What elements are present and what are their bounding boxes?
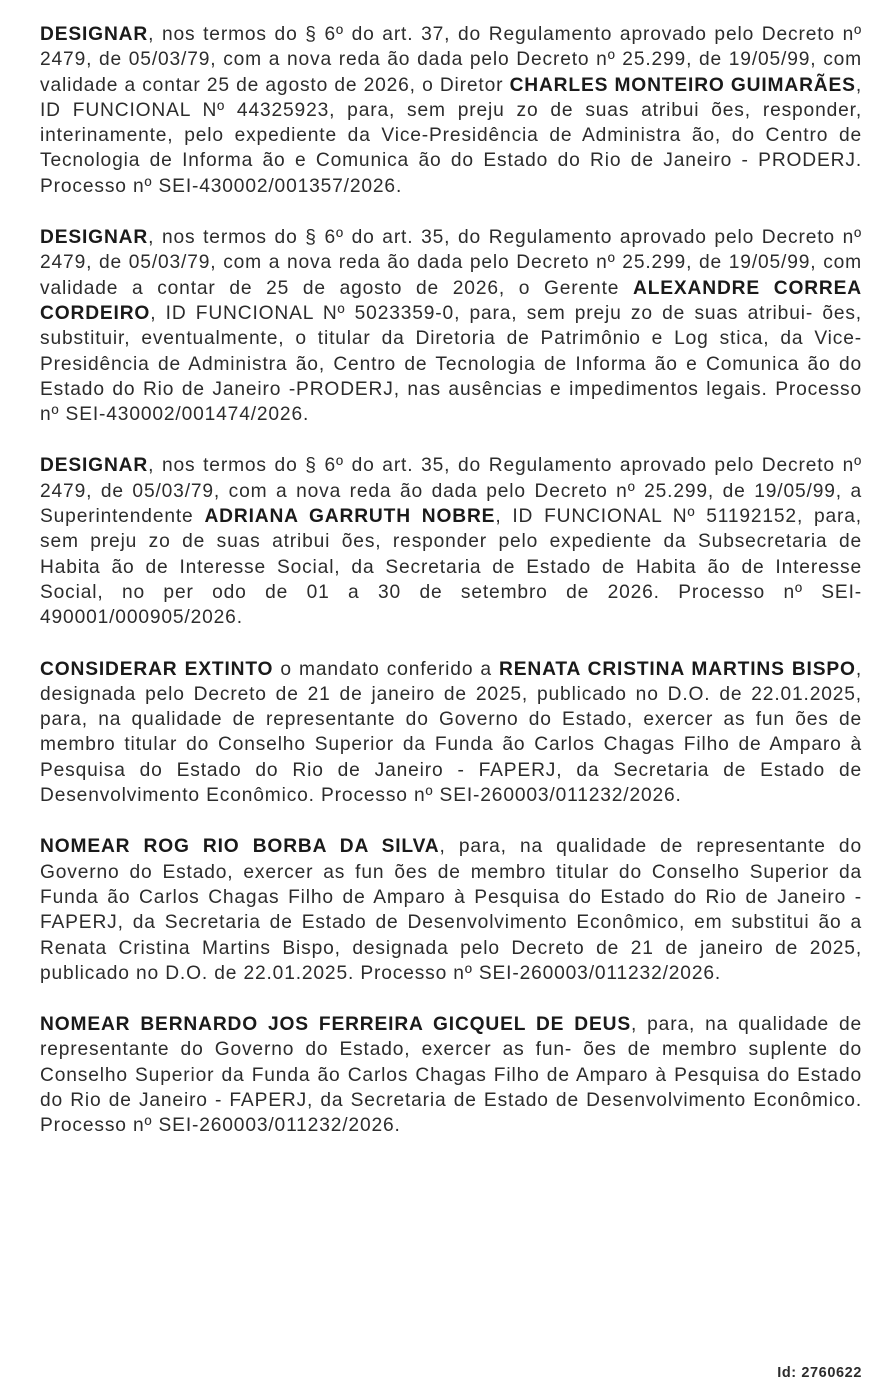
act-text: , ID FUNCIONAL Nº 5023359-0, para, sem preju zo de suas atribui- ões, substituir, eventualmente, o titular da Diretoria de Patrimônio e Log stica, da Vice-Presidência de Administra ão, Centro de Tecnologia de Informa ão e Comunica ão do Estado do Rio de Janeiro -PRODERJ, nas ausências e impedimentos legais. Processo nº SEI-430002/001474/2026. bbox=[40, 302, 862, 426]
act-paragraph-5 bbox=[40, 834, 862, 986]
act-paragraph-4 bbox=[40, 657, 862, 809]
person-name: CHARLES MONTEIRO GUIMARÃES bbox=[509, 74, 856, 96]
gazette-column bbox=[40, 22, 862, 1165]
act-text: , ID FUNCIONAL Nº 44325923, para, sem preju zo de suas atribui ões, responder, interinamente, pelo expediente da Vice-Presidência de Administra ão, do Centro de Tecnologia de Informa ão e Comunica ão do Estado do Rio de Janeiro - PRODERJ. Processo nº SEI-430002/001357/2026. bbox=[40, 74, 862, 197]
act-text: , nos termos do § 6º do art. 35, do Regulamento aprovado pelo Decreto nº 2479, de 05/03/79, com a nova reda ão dada pelo Decreto nº 25.299, de 19/05/99, a Superintendente bbox=[40, 455, 862, 528]
person-name: ALEXANDRE CORREA CORDEIRO bbox=[40, 277, 862, 324]
act-verb: DESIGNAR bbox=[40, 227, 149, 249]
act-verb: CONSIDERAR EXTINTO bbox=[40, 658, 274, 680]
act-text: , designada pelo Decreto de 21 de janeiro de 2025, publicado no D.O. de 22.01.2025, para, na qualidade de representante do Governo do Estado, exercer as fun ões de membro titular do Conselho Superior da Funda ão Carlos Chagas Filho de Amparo à Pesquisa do Estado do Rio de Janeiro - FAPERJ, da Secretaria de Estado de Desenvolvimento Econômico. Processo nº SEI-260003/011232/2026. bbox=[40, 658, 862, 807]
act-verb-and-name: NOMEAR ROG RIO BORBA DA SILVA bbox=[40, 836, 440, 858]
act-text: o mandato conferido a bbox=[273, 658, 500, 680]
act-verb: DESIGNAR bbox=[40, 24, 149, 45]
act-paragraph-1 bbox=[40, 22, 862, 199]
act-text: , para, na qualidade de representante do Governo do Estado, exercer as fun- ões de membro suplente do Conselho Superior da Funda ão Carlos Chagas Filho de Amparo à Pesquisa do Estado do Rio de Janeiro - FAPERJ, da Secretaria de Estado de Desenvolvimento Econômico. Processo nº SEI-260003/011232/2026. bbox=[40, 1014, 862, 1137]
act-text: , para, na qualidade de representante do Governo do Estado, exercer as fun ões de membro titular do Conselho Superior da Funda ão Carlos Chagas Filho de Amparo à Pesquisa do Estado do Rio de Janeiro - FAPERJ, da Secretaria de Estado de Desenvolvimento Econômico, em substitui ão a Renata Cristina Martins Bispo, designada pelo Decreto de 21 de janeiro de 2025, publicado no D.O. de 22.01.2025. Processo nº SEI-260003/011232/2026. bbox=[40, 836, 862, 984]
act-verb: DESIGNAR bbox=[40, 455, 149, 477]
act-text: , nos termos do § 6º do art. 37, do Regulamento aprovado pelo Decreto nº 2479, de 05/03/79, com a nova reda ão dada pelo Decreto nº 25.299, de 19/05/99, com validade a contar 25 de agosto de 2026, o Diretor bbox=[40, 24, 862, 96]
act-text: , nos termos do § 6º do art. 35, do Regulamento aprovado pelo Decreto nº 2479, de 05/03/79, com a nova reda ão dada pelo Decreto nº 25.299, de 19/05/99, com validade a contar de 25 de agosto de 2026, o Gerente bbox=[40, 227, 862, 299]
act-text: , ID FUNCIONAL Nº 51192152, para, sem preju zo de suas atribui ões, responder pelo expediente da Subsecretaria de Habita ão de Interesse Social, da Secretaria de Estado de Habita ão de Interesse Social, no per odo de 01 a 30 de setembro de 2026. Processo nº SEI-490001/000905/2026. bbox=[40, 506, 862, 629]
person-name: ADRIANA GARRUTH NOBRE bbox=[204, 506, 496, 528]
act-verb-and-name: NOMEAR BERNARDO JOS FERREIRA GICQUEL DE DEUS bbox=[40, 1014, 632, 1036]
document-id: Id: 2760622 bbox=[777, 1365, 862, 1381]
act-paragraph-6 bbox=[40, 1012, 862, 1138]
act-paragraph-3 bbox=[40, 453, 862, 630]
act-paragraph-2 bbox=[40, 225, 862, 427]
person-name: RENATA CRISTINA MARTINS BISPO bbox=[499, 658, 856, 680]
